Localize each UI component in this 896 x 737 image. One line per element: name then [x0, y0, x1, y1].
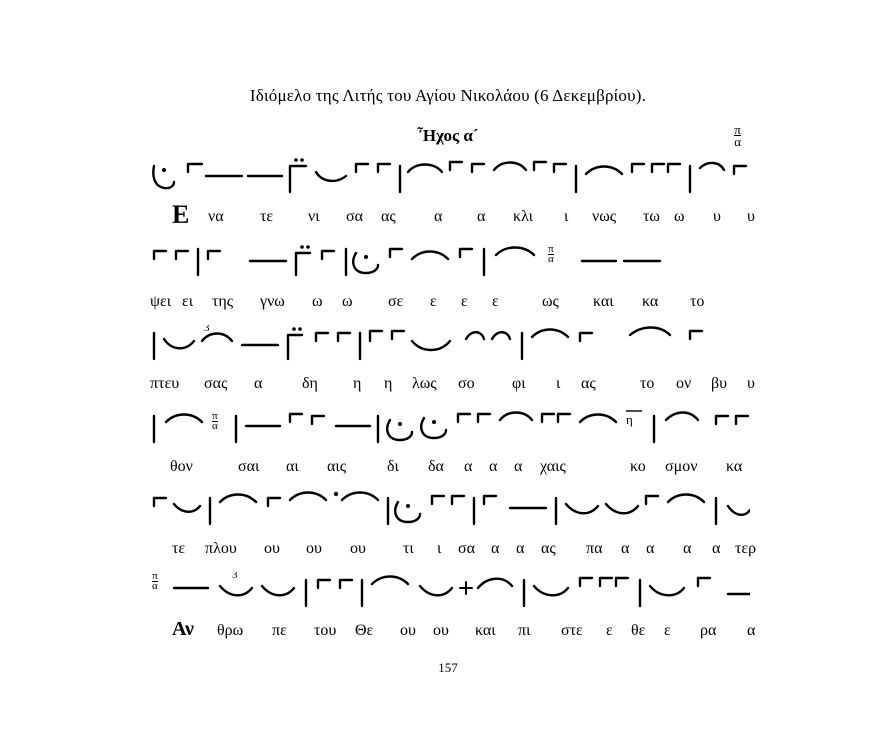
- lyric: θε: [631, 622, 646, 639]
- lyric: τω: [643, 208, 660, 225]
- lyric: το: [640, 375, 655, 392]
- martyria-inline: [548, 245, 554, 264]
- lyric: κα: [726, 458, 743, 475]
- lyric: α: [477, 208, 486, 225]
- martyria-inline: [212, 412, 218, 431]
- martyria-numerator: π: [212, 410, 218, 422]
- lyric: ε: [664, 622, 671, 639]
- neume-row-1: [150, 158, 750, 204]
- lyric: ας: [581, 375, 596, 392]
- lyric: η: [353, 375, 362, 392]
- lyric: ον: [676, 375, 692, 392]
- lyric: κα: [642, 293, 659, 310]
- lyric: α: [491, 540, 500, 557]
- lyric: δη: [302, 375, 318, 392]
- lyric: αι: [286, 458, 299, 475]
- page-number: 157: [438, 660, 458, 675]
- lyric: η: [384, 375, 393, 392]
- page-title: Ιδιόμελο της Λιτής του Αγίου Νικολάου (6 Δεκεμβρίου).: [249, 86, 647, 105]
- lyric: πε: [272, 622, 287, 639]
- lyric: του: [314, 622, 337, 639]
- lyric: α: [747, 622, 756, 639]
- lyric: α: [489, 458, 498, 475]
- lyric: α: [434, 208, 443, 225]
- lyric: λως: [412, 375, 437, 392]
- score-line-2: [150, 243, 750, 320]
- lyric: φι: [512, 375, 526, 392]
- lyric: σας: [204, 375, 228, 392]
- lyric: α: [254, 375, 263, 392]
- lyric: υ: [747, 208, 755, 225]
- lyric: πλου: [205, 540, 237, 557]
- lyric: υ: [713, 208, 721, 225]
- svg-text:3: 3: [232, 572, 238, 581]
- neume-row-6: [150, 572, 750, 618]
- lyric: να: [208, 208, 224, 225]
- lyric: νως: [592, 208, 617, 225]
- lyric: στε: [561, 622, 583, 639]
- lyric: ας: [381, 208, 396, 225]
- score-line-1: [150, 158, 755, 235]
- lyric-row-1: [150, 200, 755, 235]
- lyric: ω: [674, 208, 685, 225]
- lyric: α: [646, 540, 655, 557]
- lyric: ει: [182, 293, 194, 310]
- score-line-3: [150, 325, 755, 402]
- lyric-row-5: [150, 540, 757, 567]
- svg-text:3: 3: [204, 325, 210, 334]
- lyric: πι: [518, 622, 531, 639]
- lyric-row-2: [150, 294, 750, 320]
- lyric: ου: [433, 622, 449, 639]
- lyric: αις: [327, 458, 347, 475]
- lyric: ι: [437, 540, 442, 557]
- lyric: υ: [747, 375, 755, 392]
- lyric: δα: [428, 458, 444, 475]
- lyric: ω: [312, 293, 323, 310]
- lyric: και: [475, 622, 496, 639]
- lyric: πα: [586, 540, 603, 557]
- lyric: σαι: [238, 458, 260, 475]
- lyric: τερ: [735, 540, 757, 557]
- lyric: και: [593, 293, 614, 310]
- martyria-denominator: α: [548, 253, 554, 265]
- lyric: γνω: [260, 293, 285, 310]
- lyric: σο: [458, 375, 475, 392]
- lyric: α: [712, 540, 721, 557]
- lyric: τε: [172, 540, 186, 557]
- lyric: Θε: [355, 622, 374, 639]
- lyric: Αν: [172, 618, 194, 640]
- martyria-numerator: π: [548, 243, 554, 255]
- lyric: ου: [400, 622, 416, 639]
- lyric: το: [690, 293, 705, 310]
- lyric: ι: [564, 208, 569, 225]
- lyric: θρω: [217, 622, 244, 639]
- lyric: ρα: [700, 622, 717, 639]
- lyric: πτευ: [150, 375, 180, 392]
- martyria-numerator: π: [152, 570, 158, 582]
- lyric: σμον: [665, 458, 698, 475]
- lyric: α: [464, 458, 473, 475]
- lyric: κλι: [513, 208, 533, 225]
- lyric: Ε: [172, 200, 190, 229]
- lyric: χαις: [540, 458, 566, 475]
- lyric: ου: [350, 540, 366, 557]
- lyric-row-6: [150, 618, 756, 649]
- lyric: ε: [461, 293, 468, 310]
- lyric: τι: [403, 540, 414, 557]
- lyric: ε: [606, 622, 613, 639]
- lyric: α: [683, 540, 692, 557]
- neume-row-3: [150, 325, 750, 371]
- svg-text:η: η: [626, 412, 633, 427]
- lyric: ψει: [150, 293, 172, 310]
- lyric: θον: [170, 458, 193, 475]
- martyria-denominator: α: [734, 134, 741, 149]
- lyric: δι: [387, 458, 399, 475]
- lyric: τε: [260, 208, 274, 225]
- lyric: ω: [342, 293, 353, 310]
- lyric: ε: [492, 293, 499, 310]
- lyric-row-3: [150, 375, 755, 402]
- lyric: α: [516, 540, 525, 557]
- martyria-inline: [152, 572, 158, 591]
- neume-row-4: [150, 408, 750, 454]
- lyric: σε: [388, 293, 404, 310]
- lyric: ας: [541, 540, 556, 557]
- lyric: σα: [458, 540, 476, 557]
- martyria-denominator: α: [212, 420, 218, 432]
- score-line-4: [150, 408, 750, 485]
- lyric: ως: [542, 293, 559, 310]
- lyric: α: [621, 540, 630, 557]
- martyria-signature: [734, 124, 741, 147]
- lyric: κο: [630, 458, 646, 475]
- martyria-numerator: π: [734, 122, 741, 137]
- lyric-row-4: [150, 459, 750, 485]
- martyria-denominator: α: [152, 580, 158, 592]
- lyric: της: [212, 293, 234, 310]
- lyric: βυ: [711, 375, 728, 392]
- score-line-5: [150, 490, 757, 567]
- lyric: ου: [264, 540, 280, 557]
- lyric: ι: [556, 375, 561, 392]
- neume-row-2: [150, 243, 750, 289]
- lyric: νι: [308, 208, 320, 225]
- lyric: σα: [346, 208, 364, 225]
- lyric: ου: [306, 540, 322, 557]
- mode-indicator: Ἦχος α´: [417, 126, 479, 145]
- neume-row-5: [150, 490, 750, 536]
- lyric: α: [514, 458, 523, 475]
- score-line-6: [150, 570, 756, 649]
- lyric: ε: [430, 293, 437, 310]
